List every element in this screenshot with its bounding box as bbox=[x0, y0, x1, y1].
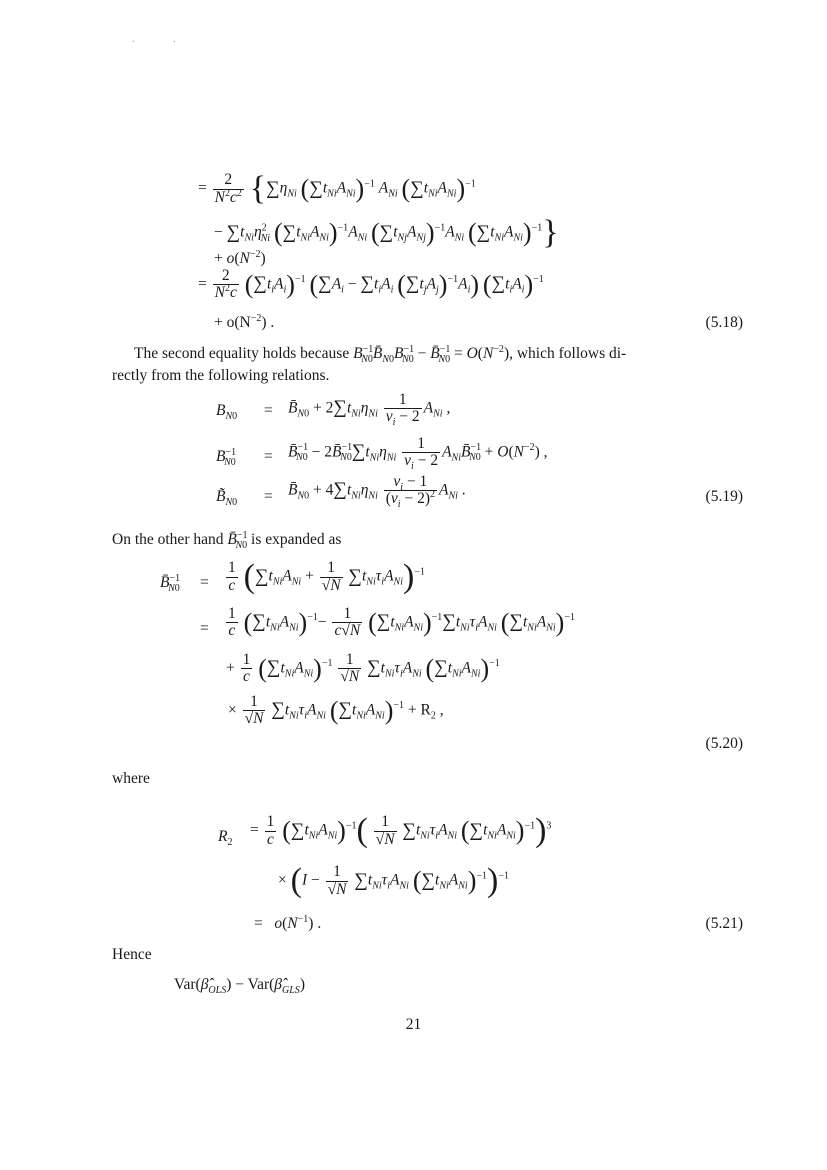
word-where: where bbox=[112, 770, 150, 787]
eq-5-21-lhs: $R_2$ bbox=[218, 828, 233, 849]
eq-5-21-line-3: = $o(N^{-1})$ . bbox=[254, 913, 322, 932]
subscript-gls: GLS bbox=[282, 985, 300, 997]
eq-5-18-line-4: = $\frac{2}{N^2c}$ $(\sum t_iA_i)^{-1}$ ($\sum A_i - \sum t_iA_i$ $(\sum t_jA_j)^{-1}A_i$) $(\sum t_iA_i)^{-1}$ bbox=[198, 267, 544, 302]
equation-tag-5-18: (5.18) bbox=[705, 314, 743, 331]
eq-5-21-line-2: × (I − $\frac{1}{√N}$ $\sum t_{Ni}\tau_iA_{Ni}$ $(\sum t_{Ni}A_{Ni})^{-1})^{-1}$ bbox=[278, 862, 509, 899]
eq-5-19-row-3-rhs: $B̄_{N0} + 4\sum t_{Ni}\eta_{Ni}$ $\frac{\nu_i - 1}{(\nu_i - 2)^2}$ $A_{Ni}$ . bbox=[288, 473, 466, 511]
paragraph-second-equality: The second equality holds because $B^{-1}_{N0}B̄_{N0}B^{-1}_{N0}$ − B̄$^{-1}_{N0}$ = $O(N^{-2})$, which follows di- rectly from the following relations. bbox=[112, 343, 627, 384]
eq-5-19-row-2: $B^{-1}_{N0}$ bbox=[216, 446, 237, 469]
o-term: + o(N bbox=[214, 314, 251, 331]
eq-5-20-line-1-lhs: B̄$^{-1}_{N0}$ bbox=[160, 572, 181, 595]
o-exponent: −2 bbox=[250, 312, 262, 324]
eq-5-20-line-2-eq: = bbox=[200, 620, 209, 637]
eq-5-19-row-3-eq: = bbox=[264, 488, 273, 505]
eq-5-19-row-2-eq: = bbox=[264, 448, 273, 465]
word-hence: Hence bbox=[112, 946, 152, 963]
eq-5-18-line-3: + $o(N^{-2})$ bbox=[214, 248, 266, 267]
subscript-ols: OLS bbox=[208, 985, 227, 997]
equation-tag-5-20: (5.20) bbox=[705, 735, 743, 752]
eq-5-18-line-5: + $o(N^{-2})$ . bbox=[214, 312, 275, 331]
o-term-close: ) bbox=[261, 314, 267, 331]
eq-5-19-row-1-rhs: $B̄_{N0} + 2\sum t_{Ni}\eta_{Ni}$ $\frac{1}{\nu_i - 2}$ $A_{Ni}$ , bbox=[288, 391, 451, 429]
eq-5-20-line-3: + $\frac{1}{c}$ $(\sum t_{Ni}A_{Ni})^{-1}$ $\frac{1}{√N}$ $\sum t_{Ni}\tau_iA_{Ni}$ $(\sum t_{Ni}A_{Ni})^{-1}$ bbox=[226, 651, 500, 686]
eq-5-20-line-2: $\frac{1}{c}$ $(\sum t_{Ni}A_{Ni})^{-1}-$ $\frac{1}{c√N}$ $(\sum t_{Ni}A_{Ni})^{-1}\sum t_{Ni}\tau_iA_{Ni}$ $(\sum t_{Ni}A_{Ni})^{-1}$ bbox=[228, 605, 575, 640]
eq-5-20-line-1-eq: = bbox=[200, 574, 209, 591]
var-gls-open: ) − Var( bbox=[226, 976, 275, 993]
eq-5-18-line-1: = $\frac{2}{N^2c^2}$ {$\sum\eta_{Ni}$ $(\sum t_{Ni}A_{Ni})^{-1}$ $A_{Ni}$ $(\sum t_{Ni}A_{Ni})^{-1}$ bbox=[198, 170, 476, 207]
r2-subscript: 2 bbox=[430, 710, 436, 722]
eq-5-21-line-1: = $\frac{1}{c}$ $(\sum t_{Ni}A_{Ni})^{-1}$( $\frac{1}{√N}$ $\sum t_{Ni}\tau_iA_{Ni}$ $(\sum t_{Ni}A_{Ni})^{-1})^3$ bbox=[250, 812, 552, 849]
eq-5-19-row-1-eq: = bbox=[264, 402, 273, 419]
para-tail-text: , which follows di- bbox=[509, 345, 627, 362]
equation-tag-5-19: (5.19) bbox=[705, 488, 743, 505]
eq-5-18-line-2: − $\sum t_{Ni}\eta^2_{Ni}$ $(\sum t_{Ni}A_{Ni})^{-1}A_{Ni}$ $(\sum t_{Nj}A_{Nj})^{-1}A_{Ni}$ $(\sum t_{Ni}A_{Ni})^{-1}$} bbox=[214, 214, 559, 251]
header-dots: . . bbox=[132, 34, 194, 45]
paragraph-other-hand: On the other hand B̄$^{-1}_{N0}$ is expanded as bbox=[112, 529, 342, 552]
para-other-hand-lead: On the other hand bbox=[112, 531, 224, 548]
para-other-hand-tail: is expanded as bbox=[251, 531, 342, 548]
var-ols-open: Var( bbox=[174, 976, 201, 993]
eq-5-20-line-1-rhs: $\frac{1}{c}$ ($\sum t_{Ni}A_{Ni}$ + $\frac{1}{√N}$ $\sum t_{Ni}\tau_iA_{Ni})^{-1}$ bbox=[228, 558, 425, 595]
eq-5-19-row-1: $B_{N0}$ bbox=[216, 402, 238, 423]
r2-comma: , bbox=[439, 701, 444, 719]
eq-5-20-line-4: × $\frac{1}{√N}$ $\sum t_{Ni}\tau_iA_{Ni}$ $(\sum t_{Ni}A_{Ni})^{-1} + R_2$ , bbox=[228, 693, 444, 728]
equation-tag-5-21: (5.21) bbox=[705, 915, 743, 932]
variance-difference-line: $Var(\betâ_{OLS})$ − $Var(\betâ_{GLS})$ bbox=[174, 976, 305, 997]
para-line-2-text: rectly from the following relations. bbox=[112, 367, 330, 384]
eq-5-19-row-2-rhs: B̄$^{-1}_{N0}$ − $2B̄^{-1}_{N0}\sum t_{Ni}\eta_{Ni}$ $\frac{1}{\nu_i - 2}$ $A_{Ni}B̄^{-1}_{N0} + O(N^{-2})$ , bbox=[288, 435, 548, 473]
page-number: 21 bbox=[405, 1016, 422, 1033]
para-lead-text: The second equality holds because bbox=[134, 345, 350, 362]
var-gls-close: ) bbox=[299, 976, 305, 993]
eq-5-19-row-3: $B̃_{N0}$ bbox=[216, 488, 238, 509]
r2-term: + R bbox=[407, 701, 431, 719]
